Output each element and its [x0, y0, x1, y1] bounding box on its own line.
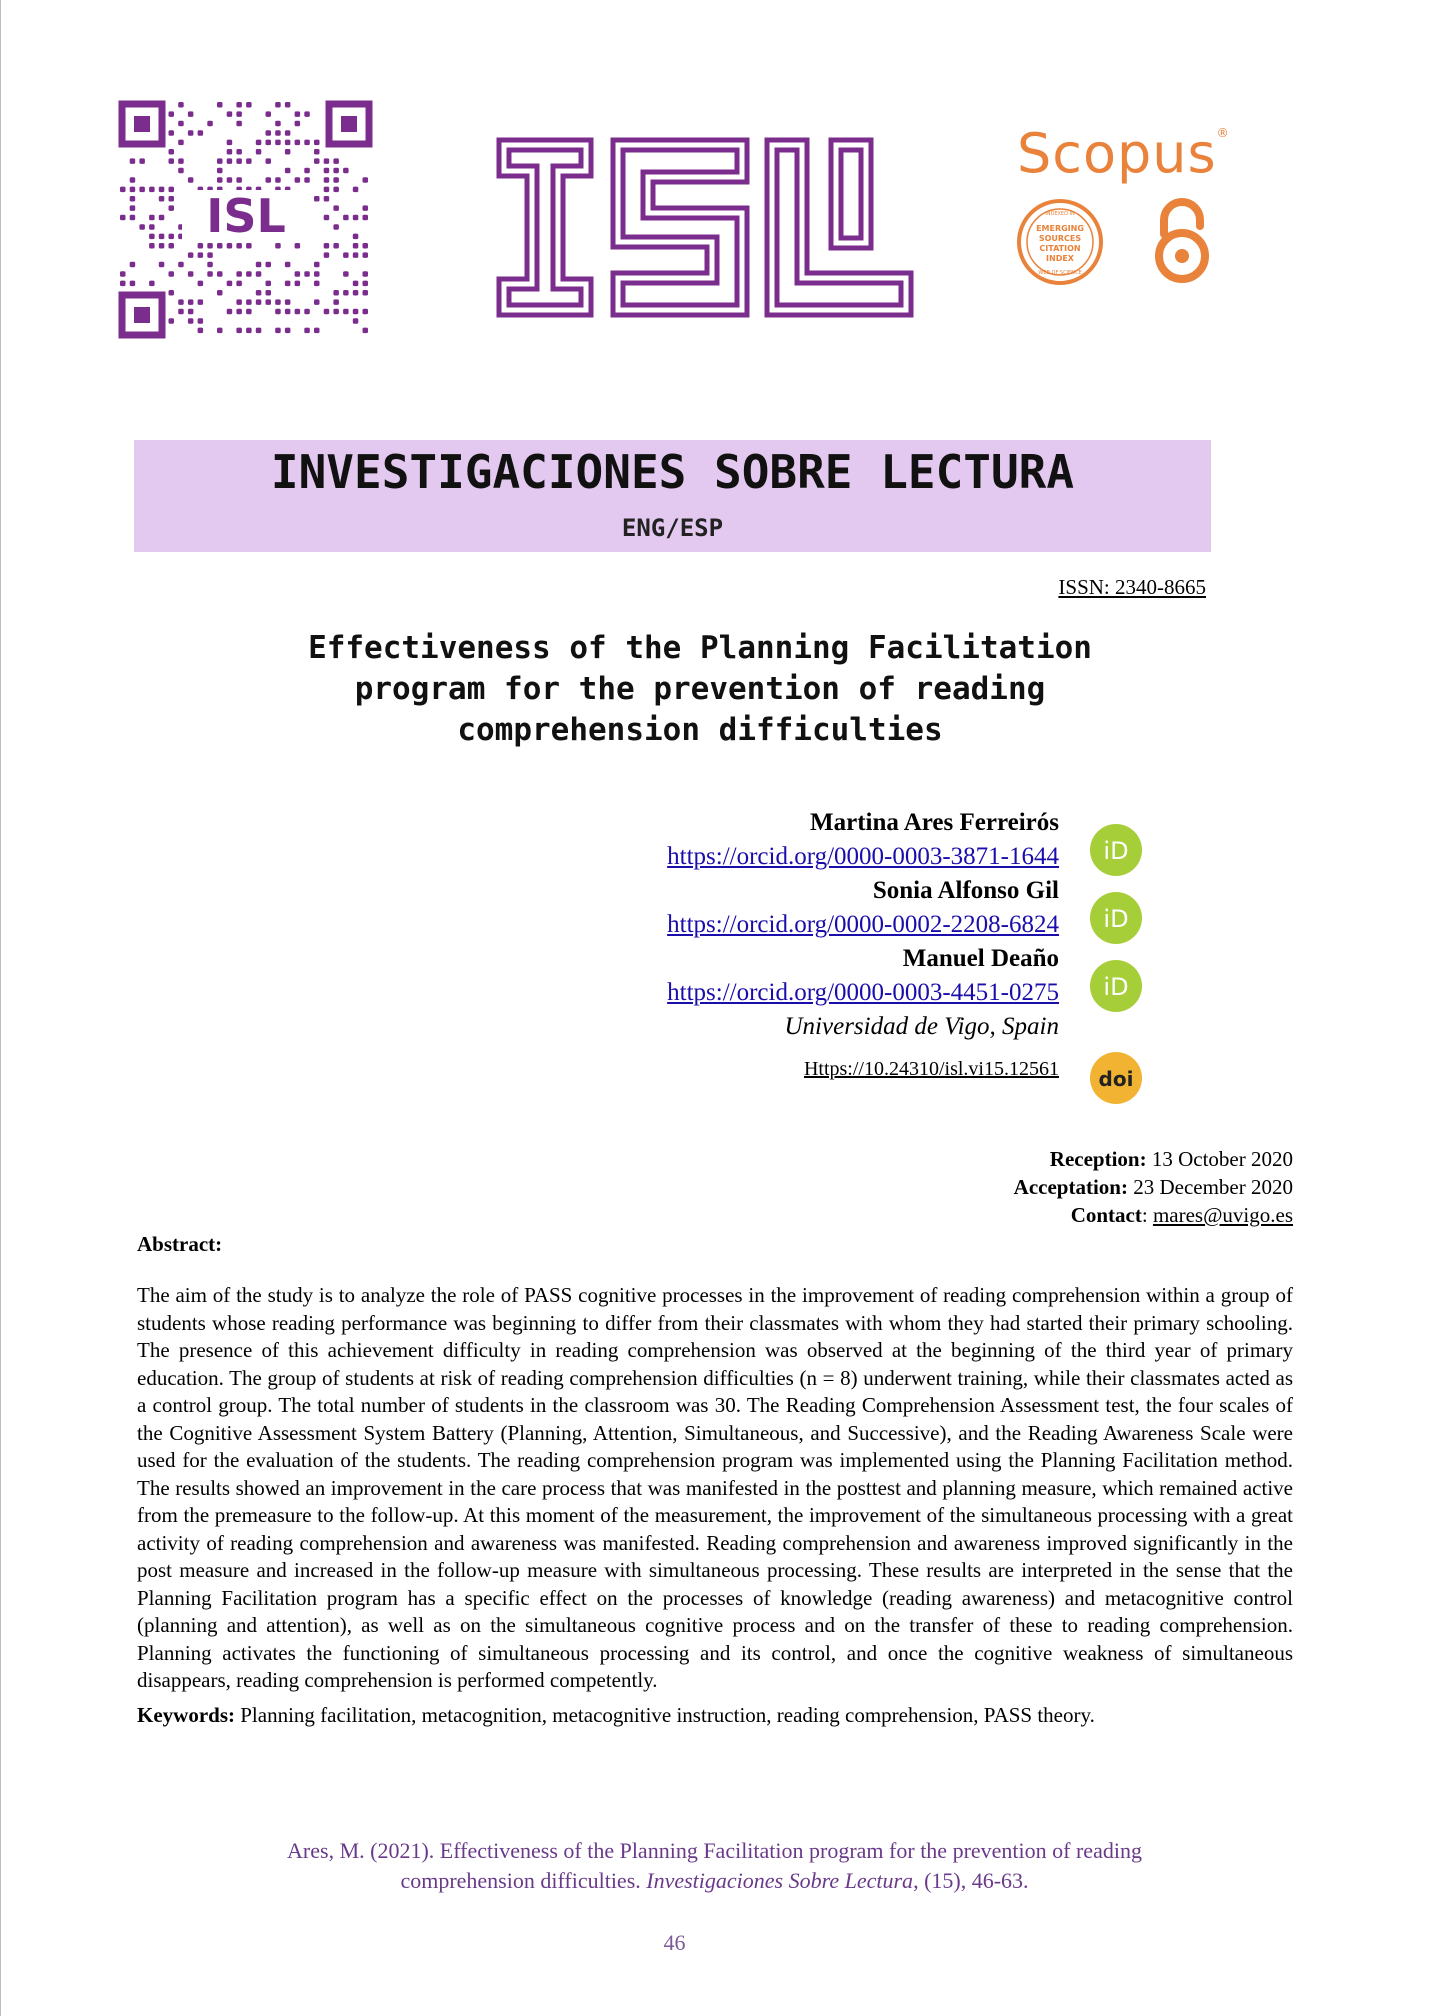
qr-module: [217, 102, 223, 108]
qr-module: [130, 196, 136, 202]
qr-module: [217, 328, 223, 334]
qr-module: [159, 243, 165, 249]
doi-icon[interactable]: [1090, 1052, 1142, 1104]
qr-module: [198, 328, 204, 334]
qr-module: [198, 130, 204, 136]
qr-module: [227, 149, 233, 155]
qr-module: [256, 328, 261, 334]
qr-module: [333, 224, 339, 230]
qr-module: [295, 243, 301, 249]
qr-module: [314, 262, 320, 268]
qr-module: [236, 158, 242, 164]
qr-module: [304, 328, 310, 334]
svg-text:EMERGING: EMERGING: [1036, 224, 1084, 233]
doi-link[interactable]: Https://10.24310/isl.vi15.12561: [803, 1058, 1059, 1080]
qr-module: [169, 130, 175, 136]
page-border: [0, 0, 1, 2016]
qr-isl-text: ISL: [206, 189, 286, 243]
qr-module: [353, 281, 359, 287]
qr-module: [285, 281, 291, 287]
qr-module: [324, 196, 330, 202]
qr-module: [246, 309, 252, 315]
qr-module: [149, 281, 155, 287]
qr-module: [149, 243, 155, 249]
qr-module: [314, 328, 320, 334]
qr-module: [256, 140, 261, 146]
qr-module: [285, 309, 291, 315]
qr-module: [130, 215, 136, 221]
qr-module: [130, 158, 136, 164]
qr-module: [353, 187, 359, 193]
qr-module: [120, 271, 126, 277]
qr-module: [256, 149, 261, 155]
qr-module: [285, 262, 291, 268]
qr-module: [188, 299, 194, 305]
qr-module: [130, 187, 136, 193]
qr-module: [266, 140, 272, 146]
qr-module: [314, 196, 320, 202]
qr-module: [149, 224, 155, 230]
qr-module: [275, 177, 281, 183]
qr-module: [266, 290, 272, 296]
qr-module: [169, 158, 175, 164]
qr-module: [169, 271, 175, 277]
qr-module: [256, 299, 261, 305]
qr-module: [246, 158, 252, 164]
qr-module: [363, 177, 369, 183]
qr-module: [333, 158, 339, 164]
qr-module: [314, 299, 320, 305]
qr-module: [353, 215, 359, 221]
qr-module: [217, 271, 223, 277]
qr-module: [295, 309, 301, 315]
qr-module: [217, 290, 223, 296]
qr-module: [285, 168, 291, 174]
qr-module: [256, 271, 261, 277]
qr-module: [314, 271, 320, 277]
qr-module: [275, 102, 281, 108]
qr-module: [343, 252, 349, 258]
qr-module: [130, 281, 136, 287]
qr-module: [159, 262, 165, 268]
qr-module: [324, 309, 330, 315]
qr-module: [295, 271, 301, 277]
qr-module: [188, 177, 194, 183]
qr-module: [139, 158, 145, 164]
qr-module: [207, 243, 213, 249]
qr-module: [198, 299, 204, 305]
qr-module: [295, 177, 301, 183]
keywords: Keywords: Planning facilitation, metacognition, metacognitive instruction, reading comprehension, PASS theory.: [137, 1703, 1095, 1727]
qr-module: [333, 290, 339, 296]
qr-module: [188, 252, 194, 258]
qr-module: [198, 281, 204, 287]
journal-languages: ENG/ESP: [621, 514, 724, 542]
qr-module: [295, 281, 301, 287]
svg-text:WEB OF SCIENCE: WEB OF SCIENCE: [1038, 270, 1082, 276]
qr-module: [285, 299, 291, 305]
orcid-icon[interactable]: [1090, 892, 1142, 944]
qr-module: [227, 309, 233, 315]
qr-module: [256, 262, 261, 268]
qr-module: [217, 168, 223, 174]
qr-module: [324, 177, 330, 183]
qr-module: [246, 102, 252, 108]
qr-module: [236, 243, 242, 249]
qr-module: [188, 111, 194, 117]
isl-logo: [495, 136, 915, 319]
qr-module: [236, 328, 242, 334]
qr-module: [353, 290, 359, 296]
qr-module: [363, 215, 369, 221]
author-name: Manuel Deaño: [902, 945, 1059, 972]
issn: ISSN: 2340-8665: [1058, 575, 1206, 599]
qr-module: [275, 299, 281, 305]
qr-module: [246, 271, 252, 277]
qr-module: [285, 149, 291, 155]
qr-module: [169, 318, 175, 324]
orcid-icon[interactable]: [1090, 960, 1142, 1012]
abstract-text: The aim of the study is to analyze the role of PASS cognitive processes in the improvement of reading comprehension within a group of students whose reading performance was beginning to differ from their classmates with whom they had started their primary schooling. The presence of this achievement difficulty in reading comprehension was observed at the beginning of the third year of primary education. The group of students at risk of reading comprehension difficulties (n = 8) underwent training, while their classmates acted as a control group. The total number of students in the classroom was 30. The Reading Comprehension Assessment test, the four scales of the Cognitive Assessment System Battery (Planning, Attention, Simultaneous, and Successive), and the Reading Awareness Scale were used for the evaluation of the students. The reading comprehension program was implemented using the Planning Facilitation method. The results showed an improvement in the care process that was manifested in the posttest and planning measure, which remained active from the premeasure to the follow-up. At this moment of the measurement, the improvement of the simultaneous processing with a great activity of reading comprehension and awareness was manifested. Reading comprehension and awareness improved significantly in the post measure and increased in the follow-up measure with simultaneous processing. These results are interpreted in the sense that the Planning Facilitation program has a specific effect on the processes of knowledge (reading awareness) and metacognitive control (planning and attention), as well as on the simultaneous cognitive process and on the transfer of these to reading comprehension. Planning activates the functioning of simultaneous processing and its control, and once the cognitive weakness of simultaneous disappears, reading comprehension is performed competently.: [137, 1283, 1293, 1692]
qr-module: [246, 328, 252, 334]
qr-module: [188, 318, 194, 324]
qr-module: [314, 149, 320, 155]
qr-module: [236, 281, 242, 287]
orcid-link[interactable]: https://orcid.org/0000-0002-2208-6824: [667, 911, 1059, 938]
qr-module: [343, 215, 349, 221]
qr-module: [188, 271, 194, 277]
qr-module: [363, 281, 369, 287]
qr-module: [169, 234, 175, 240]
qr-module: [353, 234, 359, 240]
qr-module: [159, 234, 165, 240]
qr-module: [285, 328, 291, 334]
qr-module: [266, 158, 272, 164]
qr-module: [120, 215, 126, 221]
qr-module: [353, 243, 359, 249]
svg-text:iD: iD: [1103, 973, 1129, 1001]
qr-module: [246, 299, 252, 305]
qr-module: [227, 281, 233, 287]
qr-module: [353, 252, 359, 258]
qr-module: [266, 130, 272, 136]
qr-module: [236, 102, 242, 108]
qr-module: [333, 309, 339, 315]
qr-module: [236, 299, 242, 305]
qr-module: [227, 243, 233, 249]
qr-module: [304, 271, 310, 277]
qr-module: [120, 187, 126, 193]
qr-module: [304, 111, 310, 117]
esci-badge: [1016, 198, 1104, 286]
qr-module: [178, 140, 184, 146]
qr-module: [363, 243, 369, 249]
orcid-link[interactable]: https://orcid.org/0000-0003-3871-1644: [667, 843, 1059, 870]
qr-module: [333, 205, 339, 211]
qr-module: [333, 168, 339, 174]
qr-module: [343, 290, 349, 296]
qr-module: [275, 309, 281, 315]
qr-module: [227, 158, 233, 164]
svg-text:iD: iD: [1103, 905, 1129, 933]
qr-module: [324, 215, 330, 221]
qr-module: [207, 121, 213, 127]
qr-module: [324, 187, 330, 193]
qr-module: [314, 158, 320, 164]
qr-module: [178, 102, 184, 108]
qr-module: [266, 299, 272, 305]
qr-module: [207, 262, 213, 268]
qr-module: [178, 121, 184, 127]
qr-module: [178, 309, 184, 315]
qr-module: [275, 121, 281, 127]
citation: Ares, M. (2021). Effectiveness of the Planning Facilitation program for the prevention of reading comprehension difficulties. Investigaciones Sobre Lectura, (15), 46-63.: [287, 1838, 1142, 1893]
svg-text:INDEXED IN: INDEXED IN: [1045, 211, 1075, 217]
qr-module: [188, 309, 194, 315]
svg-text:doi: doi: [1098, 1067, 1134, 1091]
qr-module: [198, 318, 204, 324]
qr-module: [314, 281, 320, 287]
qr-module: [169, 290, 175, 296]
qr-module: [207, 252, 213, 258]
svg-text:SOURCES: SOURCES: [1038, 234, 1082, 243]
qr-module: [149, 234, 155, 240]
qr-module: [169, 243, 175, 249]
qr-module: [295, 140, 301, 146]
qr-module: [324, 243, 330, 249]
qr-module: [227, 177, 233, 183]
qr-module: [169, 149, 175, 155]
qr-module: [266, 111, 272, 117]
qr-module: [333, 177, 339, 183]
qr-module: [139, 187, 145, 193]
qr-module: [333, 243, 339, 249]
qr-module: [169, 187, 175, 193]
orcid-link[interactable]: https://orcid.org/0000-0003-4451-0275: [667, 979, 1059, 1006]
qr-module: [343, 271, 349, 277]
article-title: Effectiveness of the Planning Facilitation program for the prevention of reading comprehension difficulties: [308, 630, 1092, 748]
qr-module: [246, 243, 252, 249]
qr-module: [227, 111, 233, 117]
author-name: Sonia Alfonso Gil: [872, 877, 1059, 904]
qr-module: [285, 140, 291, 146]
author-block: [667, 806, 1059, 1086]
qr-module: [149, 187, 155, 193]
qr-module: [236, 111, 242, 117]
qr-module: [363, 271, 369, 277]
orcid-icon[interactable]: [1090, 824, 1142, 876]
qr-module: [324, 168, 330, 174]
qr-module: [363, 309, 369, 315]
qr-module: [266, 177, 272, 183]
author-name: Martina Ares Ferreirós: [810, 809, 1059, 836]
qr-module: [363, 290, 369, 296]
qr-module: [343, 309, 349, 315]
qr-module: [256, 290, 261, 296]
qr-module: [178, 262, 184, 268]
journal-banner: [134, 440, 1211, 552]
qr-module: [236, 177, 242, 183]
qr-module: [139, 224, 145, 230]
qr-module: [333, 187, 339, 193]
qr-module: [227, 140, 233, 146]
qr-module: [236, 271, 242, 277]
qr-module: [198, 243, 204, 249]
qr-module: [169, 196, 175, 202]
qr-module: [314, 140, 320, 146]
qr-module: [353, 309, 359, 315]
qr-module: [304, 140, 310, 146]
qr-module: [275, 243, 281, 249]
qr-module: [275, 130, 281, 136]
qr-module: [236, 121, 242, 127]
qr-module: [217, 177, 223, 183]
svg-text:INDEX: INDEX: [1046, 254, 1074, 263]
page-number: 46: [663, 1930, 686, 1955]
qr-module: [363, 328, 369, 334]
qr-module: [159, 187, 165, 193]
qr-module: [295, 121, 301, 127]
qr-module: [266, 262, 272, 268]
affiliation: Universidad de Vigo, Spain: [784, 1013, 1059, 1040]
journal-name: INVESTIGACIONES SOBRE LECTURA: [270, 445, 1075, 499]
qr-module: [178, 299, 184, 305]
dates-block: Reception: 13 October 2020 Acceptation: 23 December 2020 Contact: mares@uvigo.es: [1013, 1147, 1293, 1227]
qr-module: [169, 205, 175, 211]
svg-text:iD: iD: [1103, 837, 1129, 865]
qr-module: [333, 299, 339, 305]
qr-module: [236, 309, 242, 315]
qr-module: [304, 309, 310, 315]
qr-module: [159, 215, 165, 221]
qr-module: [217, 243, 223, 249]
qr-module: [353, 318, 359, 324]
qr-module: [198, 252, 204, 258]
qr-module: [130, 262, 136, 268]
qr-module: [169, 111, 175, 117]
qr-module: [207, 271, 213, 277]
qr-module: [236, 149, 242, 155]
qr-module: [217, 158, 223, 164]
qr-module: [363, 205, 369, 211]
scopus-logo: Scopus®: [1017, 122, 1230, 185]
qr-module: [130, 205, 136, 211]
qr-code-logo[interactable]: [116, 98, 375, 341]
qr-module: [275, 140, 281, 146]
qr-module: [324, 252, 330, 258]
qr-module: [343, 168, 349, 174]
qr-module: [120, 281, 126, 287]
qr-module: [304, 177, 310, 183]
qr-module: [178, 158, 184, 164]
qr-module: [130, 177, 136, 183]
qr-module: [178, 168, 184, 174]
qr-module: [275, 328, 281, 334]
svg-text:CITATION: CITATION: [1039, 244, 1081, 253]
qr-module: [188, 130, 194, 136]
qr-module: [149, 215, 155, 221]
qr-module: [304, 168, 310, 174]
qr-module: [285, 130, 291, 136]
qr-module: [159, 196, 165, 202]
contact-email[interactable]: mares@uvigo.es: [1152, 1203, 1293, 1227]
abstract-heading: Abstract:: [137, 1232, 223, 1256]
qr-module: [285, 102, 291, 108]
qr-module: [363, 252, 369, 258]
qr-module: [295, 111, 301, 117]
qr-module: [266, 281, 272, 287]
qr-module: [324, 158, 330, 164]
open-access-icon: [1150, 196, 1214, 284]
